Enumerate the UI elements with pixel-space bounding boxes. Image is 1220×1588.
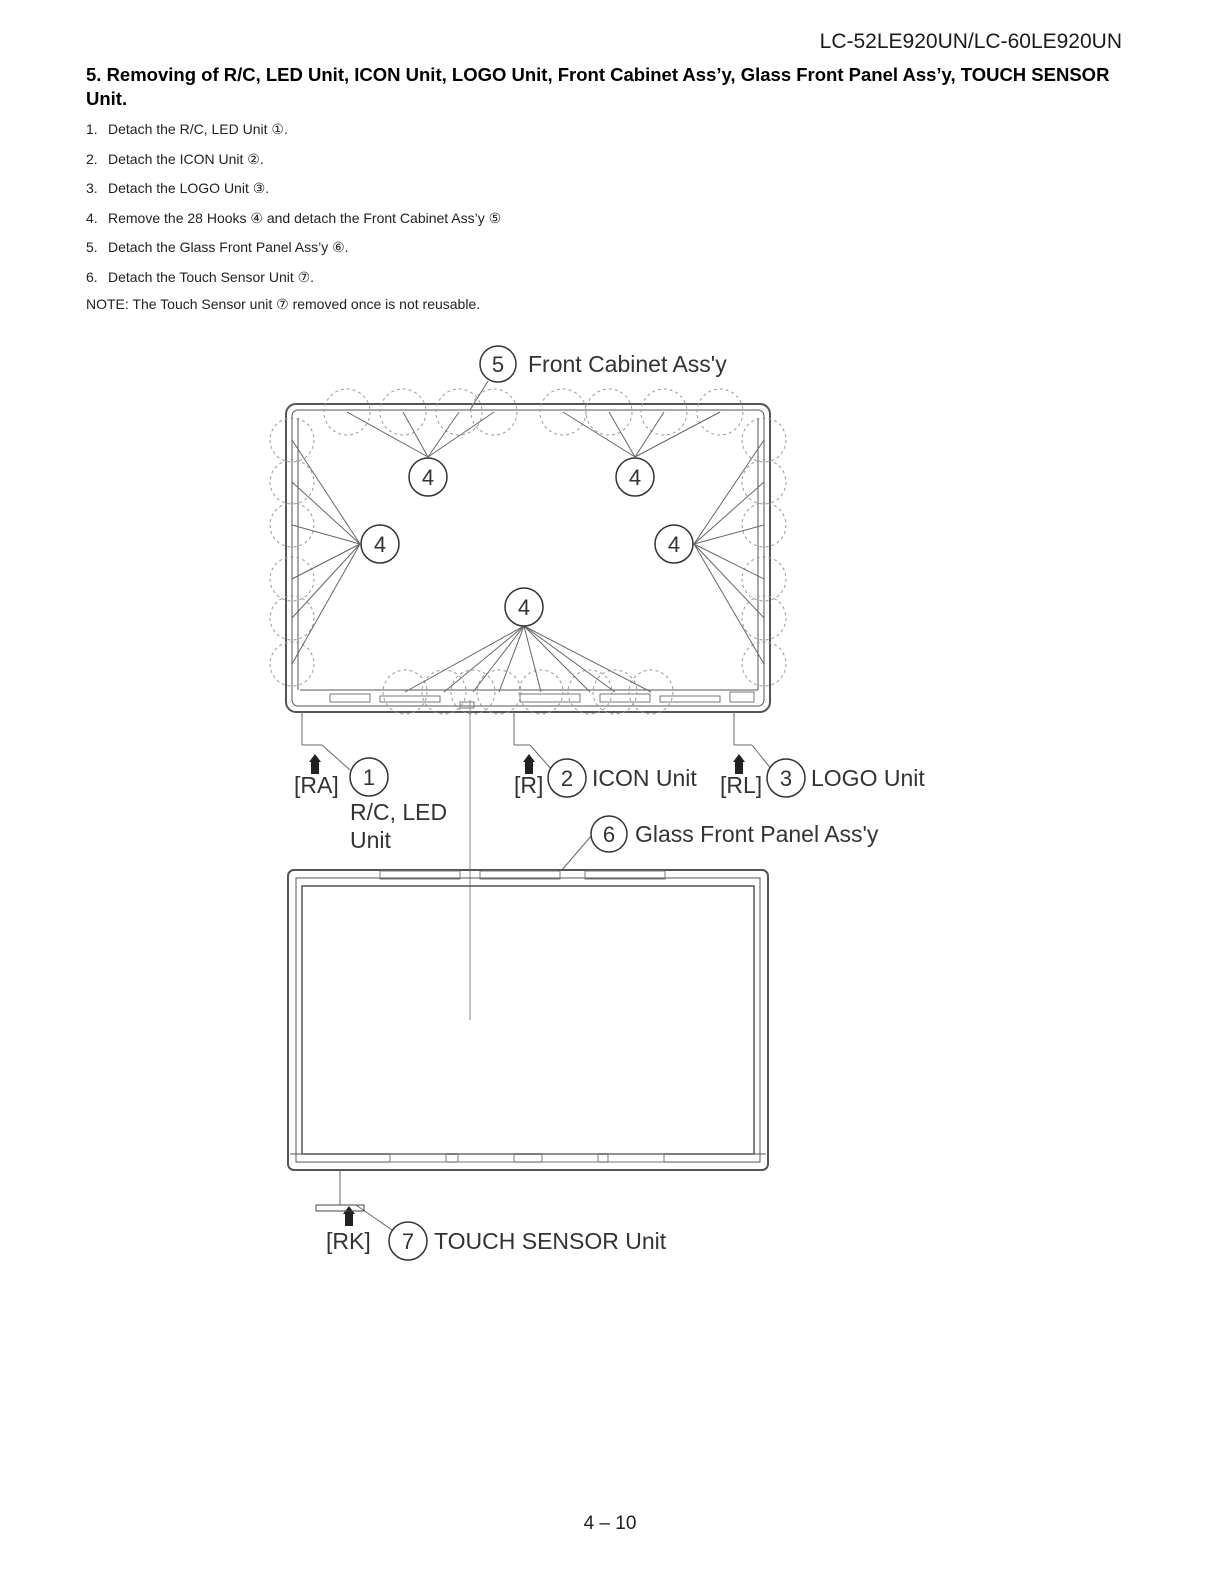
callout-4-number: 4 xyxy=(628,465,642,490)
step-number: 4. xyxy=(86,209,98,226)
logo-unit-label: LOGO Unit xyxy=(811,765,925,791)
step-text: Detach the Glass Front Panel Ass’y ⑥. xyxy=(108,239,349,255)
callout-3-number: 3 xyxy=(779,766,793,791)
callout-4-number: 4 xyxy=(667,532,681,557)
callout-6-number: 6 xyxy=(602,822,616,847)
callout-7-number: 7 xyxy=(401,1229,415,1254)
callout-5-number: 5 xyxy=(491,352,505,377)
step-text: Detach the Touch Sensor Unit ⑦. xyxy=(108,268,315,285)
callout-4-number: 4 xyxy=(373,532,387,557)
step-text: Detach the R/C, LED Unit ①. xyxy=(108,121,288,137)
callout-2-number: 2 xyxy=(560,766,574,791)
callout-4-number: 4 xyxy=(421,465,435,490)
step-number: 2. xyxy=(86,150,98,167)
step-text: Remove the 28 Hooks ④ and detach the Front Cabinet Ass’y ⑤ xyxy=(108,209,502,226)
step-number: 5. xyxy=(86,239,98,255)
step-text: Detach the LOGO Unit ③. xyxy=(108,180,270,196)
icon-connector-label: [R] xyxy=(514,772,544,798)
callout-4-number: 4 xyxy=(517,595,531,620)
touch-sensor-label: TOUCH SENSOR Unit xyxy=(434,1228,667,1254)
step-number: 6. xyxy=(86,268,98,285)
page-number: 4 – 10 xyxy=(583,1513,637,1534)
step-number: 1. xyxy=(86,121,98,137)
rc-led-label-line2: Unit xyxy=(350,827,391,853)
glass-panel-drawing xyxy=(288,870,768,1211)
step-text: Detach the ICON Unit ②. xyxy=(108,150,264,167)
icon-unit-label: ICON Unit xyxy=(592,765,697,791)
document-model-number: LC-52LE920UN/LC-60LE920UN xyxy=(819,30,1122,53)
front-cabinet-drawing xyxy=(286,404,770,712)
glass-panel-label: Glass Front Panel Ass'y xyxy=(635,821,879,847)
rc-led-label-line1: R/C, LED xyxy=(350,799,448,825)
front-cabinet-label: Front Cabinet Ass'y xyxy=(528,351,727,377)
logo-connector-label: [RL] xyxy=(720,772,763,798)
touch-sensor-connector-label: [RK] xyxy=(326,1228,371,1254)
callout-1-number: 1 xyxy=(362,765,376,790)
rc-led-connector-label: [RA] xyxy=(294,772,339,798)
note-text: NOTE: The Touch Sensor unit ⑦ removed once is not reusable. xyxy=(86,296,481,312)
section-heading: 5. Removing of R/C, LED Unit, ICON Unit, LOGO Unit, Front Cabinet Ass’y, Glass Front Panel Ass’y, TOUCH SENSOR Unit. xyxy=(86,64,1110,109)
step-number: 3. xyxy=(86,180,98,196)
